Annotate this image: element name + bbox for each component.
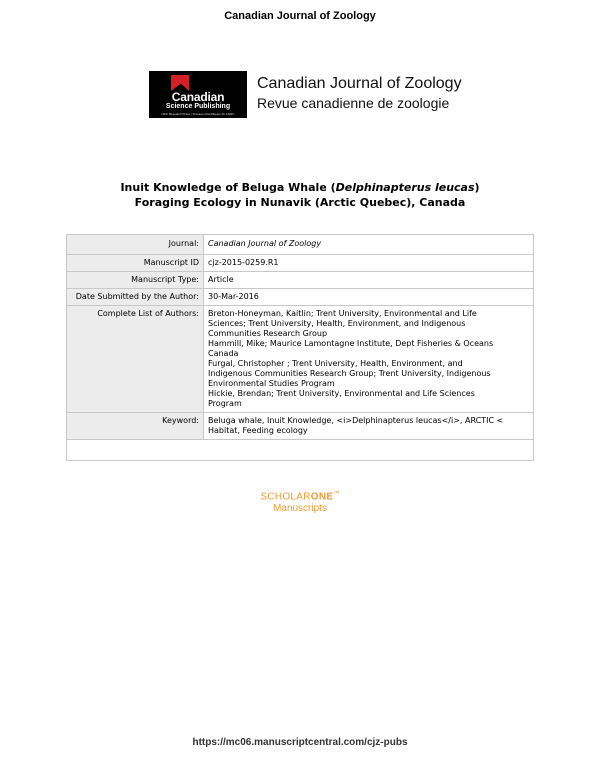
journal-title-english: Canadian Journal of Zoology <box>257 75 462 92</box>
logo-red-mark <box>171 75 189 91</box>
journal-title-french: Revue canadienne de zoologie <box>257 95 450 111</box>
table-row-manuscript-id <box>67 255 534 272</box>
author-line: Breton-Honeyman, Kaitlin; Trent University, Environmental and Life <box>208 309 477 318</box>
csp-logo <box>149 71 247 118</box>
manuscripts-text: Manuscripts <box>273 503 327 514</box>
authors-label: Complete List of Authors: <box>67 306 204 413</box>
logo-text-nrc: NRC Research Press | Presses scientifiques du CNRC <box>161 112 235 116</box>
keyword-label: Keyword: <box>67 413 204 440</box>
table-row-keyword <box>67 413 534 440</box>
title-part1: Inuit Knowledge of Beluga Whale ( <box>120 181 336 194</box>
one-text: ONE <box>310 491 334 503</box>
title-species: Delphinapterus leucas <box>335 181 475 194</box>
table-row-empty <box>67 440 534 461</box>
author-line: Furgal, Christopher ; Trent University, Health, Environment, and <box>208 359 463 368</box>
scholarone-logo <box>0 491 600 502</box>
paper-title-line2: Foraging Ecology in Nunavik (Arctic Quebec), Canada <box>134 196 466 209</box>
author-line: Hammill, Mike; Maurice Lamontagne Institute, Dept Fisheries & Oceans <box>208 339 494 348</box>
logo-text-canadian: Canadian <box>171 90 225 104</box>
logo-text-science-publishing: Science Publishing <box>165 103 231 110</box>
footer-url[interactable]: https://mc06.manuscriptcentral.com/cjz-pubs <box>192 737 408 748</box>
date-submitted-label: Date Submitted by the Author: <box>67 289 204 306</box>
journal-value: Canadian Journal of Zoology <box>204 235 534 255</box>
paper-title-line1 <box>0 180 600 195</box>
authors-value <box>204 306 534 413</box>
date-submitted-value: 30-Mar-2016 <box>204 289 534 306</box>
trademark-symbol: ™ <box>333 491 340 497</box>
manuscript-metadata-table <box>66 234 534 461</box>
author-line: Canada <box>208 349 239 358</box>
scholar-text: SCHOLAR <box>260 491 311 503</box>
keyword-line: Beluga whale, Inuit Knowledge, <i>Delphinapterus leucas</i>, ARCTIC < <box>208 416 504 425</box>
manuscript-id-value: cjz-2015-0259.R1 <box>204 255 534 272</box>
empty-cell <box>67 440 534 461</box>
author-line: Environmental Studies Program <box>208 379 335 388</box>
manuscript-type-value: Article <box>204 272 534 289</box>
journal-label: Journal: <box>67 235 204 255</box>
title-part2: ) <box>474 181 480 194</box>
table-row-manuscript-type <box>67 272 534 289</box>
author-line: Hickie, Brendan; Trent University, Environmental and Life Sciences <box>208 389 475 398</box>
table-row-authors <box>67 306 534 413</box>
author-line: Indigenous Communities Research Group; Trent University, Indigenous <box>208 369 491 378</box>
keyword-value <box>204 413 534 440</box>
keyword-line: Habitat, Feeding ecology <box>208 426 308 435</box>
author-line: Program <box>208 399 242 408</box>
manuscript-type-label: Manuscript Type: <box>67 272 204 289</box>
author-line: Communities Research Group <box>208 329 328 338</box>
manuscript-id-label: Manuscript ID <box>67 255 204 272</box>
author-line: Sciences; Trent University, Health, Environment, and Indigenous <box>208 319 466 328</box>
running-header: Canadian Journal of Zoology <box>224 10 376 22</box>
table-row-journal <box>67 235 534 255</box>
paper-title <box>0 180 600 210</box>
table-row-date-submitted <box>67 289 534 306</box>
